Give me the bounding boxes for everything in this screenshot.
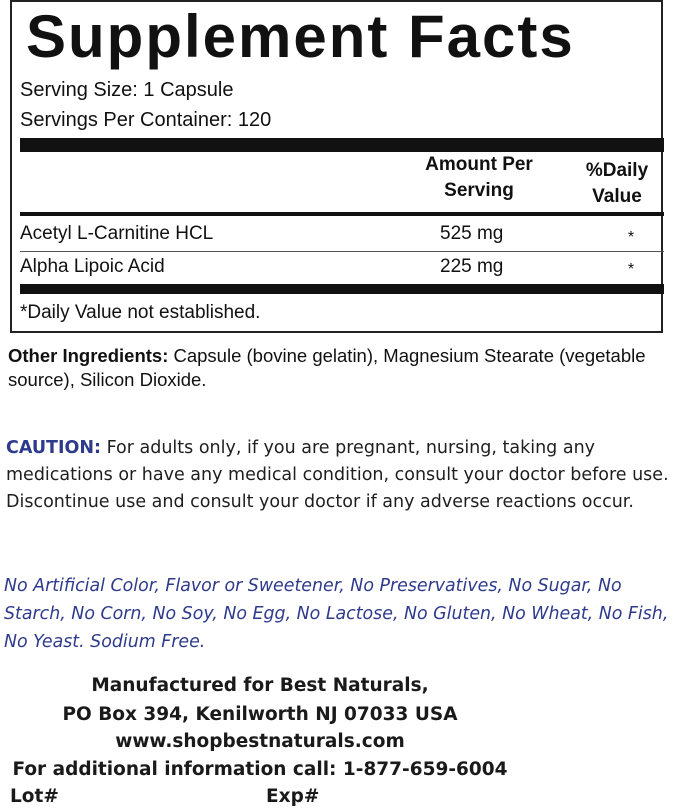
header-divider bbox=[20, 212, 664, 216]
website-text: www.shopbestnaturals.com bbox=[115, 731, 405, 752]
phone-line: For additional information call: 1-877-659-6004 bbox=[12, 759, 508, 780]
daily-value-header-line2: Value bbox=[592, 186, 642, 207]
daily-value-header-line1: %Daily bbox=[585, 160, 649, 181]
exp-label: Exp# bbox=[266, 786, 320, 807]
lot-label: Lot# bbox=[10, 786, 59, 807]
ingredient-daily-value: * bbox=[627, 261, 635, 278]
manufacturer-line: Manufactured for Best Naturals, bbox=[91, 675, 429, 696]
manufacturer-address: PO Box 394, Kenilworth NJ 07033 USA bbox=[62, 704, 458, 725]
other-ingredients-label: Other Ingredients: bbox=[8, 345, 169, 366]
row-divider bbox=[20, 251, 664, 252]
footnote: *Daily Value not established. bbox=[20, 302, 261, 323]
other-ingredients-text: Capsule (bovine gelatin), Magnesium Stearate (vegetable source), Silicon Dioxide. bbox=[8, 345, 646, 390]
daily-value-header bbox=[572, 158, 662, 210]
thick-divider-bottom bbox=[20, 284, 664, 294]
caution-text: For adults only, if you are pregnant, nursing, taking any medications or have any medical condition, consult your doctor before use. Discontinue use and consult your doctor if any adverse reactions occur. bbox=[6, 438, 669, 512]
other-ingredients bbox=[8, 344, 678, 392]
amount-header-line1: Amount Per bbox=[425, 154, 533, 175]
free-from-statement: No Artificial Color, Flavor or Sweetener, No Preservatives, No Sugar, No Starch, No Corn, No Soy, No Egg, No Lactose, No Gluten, No Wheat, No Fish, No Yeast. Sodium Free. bbox=[4, 576, 669, 652]
ingredient-amount: 225 mg bbox=[440, 256, 504, 277]
thick-divider-top bbox=[20, 138, 664, 152]
ingredient-amount: 525 mg bbox=[440, 223, 504, 244]
ingredient-name: Acetyl L-Carnitine HCL bbox=[20, 223, 214, 244]
serving-size: Serving Size: 1 Capsule bbox=[20, 79, 234, 101]
ingredient-name: Alpha Lipoic Acid bbox=[20, 256, 165, 277]
panel-title: Supplement Facts bbox=[26, 3, 575, 70]
caution-label: CAUTION: bbox=[6, 438, 102, 458]
ingredient-daily-value: * bbox=[627, 229, 635, 246]
amount-header bbox=[404, 152, 554, 204]
caution-paragraph bbox=[6, 435, 678, 516]
amount-header-line2: Serving bbox=[444, 180, 514, 201]
servings-per-container: Servings Per Container: 120 bbox=[20, 109, 272, 131]
